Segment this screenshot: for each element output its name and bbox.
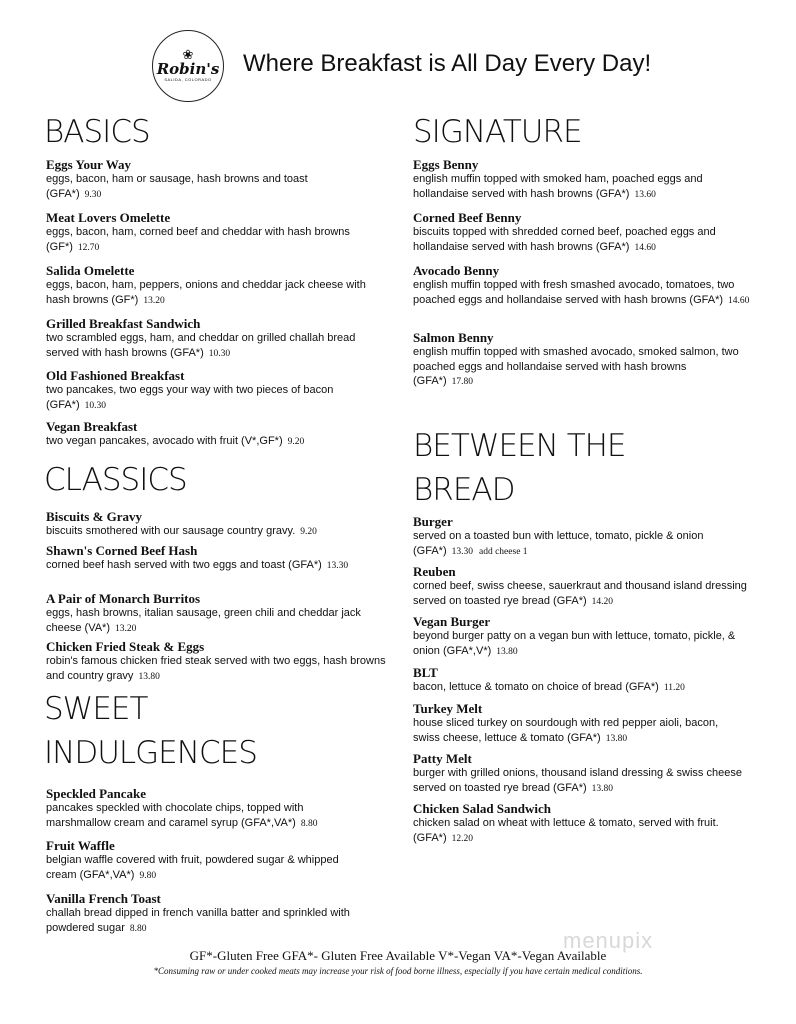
item-price: 13.80: [591, 783, 614, 794]
menu-item: [46, 891, 386, 936]
item-description: biscuits topped with shredded corned beef, poached eggs and hollandaise served with hash browns (GFA*) 14.60: [413, 226, 716, 253]
item-description: belgian waffle covered with fruit, powdered sugar & whipped cream (GFA*,VA*) 9.80: [46, 854, 339, 881]
item-name: Eggs Benny: [413, 157, 479, 172]
item-name: Grilled Breakfast Sandwich: [46, 316, 201, 331]
item-description: english muffin topped with smashed avocado, smoked salmon, two poached eggs and hollandaise served with hash browns (GFA*) 17.80: [413, 346, 739, 387]
menu-item: [46, 157, 366, 202]
item-name: Reuben: [413, 564, 456, 579]
item-price: 12.70: [77, 242, 100, 253]
logo-name: Robin's: [156, 60, 220, 78]
item-price: 8.80: [300, 818, 318, 829]
section-title-classics: CLASSICS: [44, 462, 187, 498]
item-price: 9.80: [139, 870, 157, 881]
watermark: menupix: [563, 928, 654, 953]
item-price: 12.20: [451, 833, 473, 844]
item-name: Shawn's Corned Beef Hash: [46, 543, 198, 558]
section-title-sweet-line2: INDULGENCES: [44, 735, 257, 771]
menu-item: [413, 514, 733, 559]
section-title-bread-line2: BREAD: [413, 472, 515, 508]
item-description: bacon, lettuce & tomato on choice of bread (GFA*) 11.20: [413, 681, 685, 693]
item-price: 13.80: [138, 671, 160, 682]
menu-item: [46, 509, 386, 540]
bird-icon: ❀: [182, 47, 194, 62]
item-description: two pancakes, two eggs your way with two pieces of bacon (GFA*) 10.30: [46, 384, 334, 411]
item-name: Vegan Breakfast: [46, 419, 138, 434]
section-title-signature: SIGNATURE: [413, 114, 582, 150]
item-description: served on a toasted bun with lettuce, tomato, pickle & onion (GFA*) 13.30 add cheese 1: [413, 530, 704, 557]
menu-item: [413, 751, 753, 796]
item-description: two scrambled eggs, ham, and cheddar on grilled challah bread served with hash browns (GFA*) 10.30: [46, 332, 356, 359]
item-name: Salida Omelette: [46, 263, 135, 278]
item-price: 13.80: [605, 733, 628, 744]
item-name: Speckled Pancake: [46, 786, 147, 801]
item-price: 11.20: [663, 683, 685, 693]
section-title-bread-line1: BETWEEN THE: [413, 428, 626, 464]
item-price: 13.60: [634, 189, 656, 200]
menu-item: [46, 543, 386, 574]
menu-item: [46, 639, 386, 684]
item-name: Vanilla French Toast: [46, 891, 161, 906]
food-safety-disclaimer: *Consuming raw or under cooked meats may increase your risk of food borne illness, especially if you have certain medical conditions.: [153, 966, 643, 976]
item-description: eggs, bacon, ham, peppers, onions and cheddar jack cheese with hash browns (GF*) 13.20: [46, 279, 366, 306]
item-extra: add cheese 1: [479, 546, 528, 557]
item-name: BLT: [413, 665, 438, 680]
item-name: Biscuits & Gravy: [46, 509, 143, 524]
item-price: 8.80: [129, 923, 147, 934]
item-description: english muffin topped with smoked ham, poached eggs and hollandaise served with hash browns (GFA*) 13.60: [413, 173, 703, 200]
item-name: Vegan Burger: [413, 614, 491, 629]
item-name: Burger: [413, 514, 453, 529]
item-name: Eggs Your Way: [46, 157, 132, 172]
dietary-legend: GF*-Gluten Free GFA*- Gluten Free Available V*-Vegan VA*-Vegan Available: [189, 948, 607, 963]
item-price: 17.80: [451, 377, 473, 387]
menu-item: [413, 210, 753, 255]
menu-item: [46, 368, 386, 413]
item-name: A Pair of Monarch Burritos: [46, 591, 201, 606]
item-description: eggs, bacon, ham or sausage, hash browns and toast (GFA*) 9.30: [46, 173, 308, 200]
item-name: Chicken Fried Steak & Eggs: [46, 639, 205, 654]
item-name: Avocado Benny: [413, 263, 500, 278]
item-price: 13.80: [496, 646, 518, 657]
menu-item: [46, 786, 366, 831]
item-description: biscuits smothered with our sausage country gravy. 9.20: [46, 525, 317, 537]
menu-item: [413, 701, 743, 746]
menu-item: [46, 210, 366, 255]
item-description: house sliced turkey on sourdough with red pepper aioli, bacon, swiss cheese, lettuce & tomato (GFA*) 13.80: [413, 717, 719, 744]
item-price: 10.30: [208, 348, 231, 359]
menu-item: [46, 838, 356, 883]
item-price: 14.20: [591, 596, 614, 607]
menu-item: [413, 801, 753, 846]
item-price: 14.60: [634, 242, 656, 253]
item-name: Turkey Melt: [413, 701, 483, 716]
item-name: Fruit Waffle: [46, 838, 115, 853]
item-description: corned beef, swiss cheese, sauerkraut and thousand island dressing served on toasted rye bread (GFA*) 14.20: [413, 580, 747, 607]
item-price: 10.30: [84, 400, 106, 411]
item-name: Chicken Salad Sandwich: [413, 801, 551, 816]
item-description: two vegan pancakes, avocado with fruit (V*,GF*) 9.20: [46, 435, 305, 447]
menu-item: [413, 665, 753, 696]
item-description: eggs, bacon, ham, corned beef and cheddar with hash browns (GF*) 12.70: [46, 226, 350, 253]
section-title-basics: BASICS: [44, 114, 150, 150]
item-description: pancakes speckled with chocolate chips, topped with marshmallow cream and caramel syrup (GFA*,VA*) 8.80: [46, 802, 318, 829]
item-price: 13.20: [115, 623, 137, 634]
item-description: english muffin topped with fresh smashed avocado, tomatoes, two poached eggs and hollandaise served with hash browns (GFA*) 14.60: [413, 279, 750, 306]
item-price: 9.20: [287, 437, 305, 447]
item-description: chicken salad on wheat with lettuce & tomato, served with fruit. (GFA*) 12.20: [413, 817, 719, 844]
item-price: 9.20: [300, 527, 317, 537]
item-description: corned beef hash served with two eggs and toast (GFA*) 13.30: [46, 559, 349, 571]
item-description: burger with grilled onions, thousand island dressing & swiss cheese served on toasted rye bread (GFA*) 13.80: [413, 767, 742, 794]
item-price: 13.30: [451, 546, 473, 557]
logo-subtitle: SALIDA, COLORADO: [164, 77, 212, 82]
item-description: robin's famous chicken fried steak served with two eggs, hash browns and country gravy 13.80: [46, 655, 386, 682]
item-name: Old Fashioned Breakfast: [46, 368, 185, 383]
tagline: Where Breakfast is All Day Every Day!: [243, 50, 652, 77]
item-price: 13.30: [326, 561, 349, 571]
menu-item: [46, 316, 366, 361]
item-price: 13.20: [143, 295, 165, 306]
menu-item: [46, 419, 386, 450]
item-name: Meat Lovers Omelette: [46, 210, 171, 225]
item-description: eggs, hash browns, italian sausage, green chili and cheddar jack cheese (VA*) 13.20: [46, 607, 361, 634]
menu-item: [46, 263, 366, 308]
item-name: Corned Beef Benny: [413, 210, 522, 225]
item-name: Patty Melt: [413, 751, 472, 766]
menu-item: [413, 614, 743, 659]
menu-item: [413, 330, 743, 390]
menu-item: [46, 591, 366, 636]
restaurant-logo: [152, 30, 224, 102]
item-description: beyond burger patty on a vegan bun with lettuce, tomato, pickle, & onion (GFA*,V*) 13.80: [413, 630, 736, 657]
menu-item: [413, 157, 753, 202]
item-price: 14.60: [728, 295, 750, 306]
item-description: challah bread dipped in french vanilla batter and sprinkled with powdered sugar 8.80: [46, 907, 350, 934]
item-price: 9.30: [84, 189, 102, 200]
section-title-sweet-line1: SWEET: [44, 691, 148, 727]
menu-item: [413, 263, 753, 308]
item-name: Salmon Benny: [413, 330, 494, 345]
menu-item: [413, 564, 753, 609]
